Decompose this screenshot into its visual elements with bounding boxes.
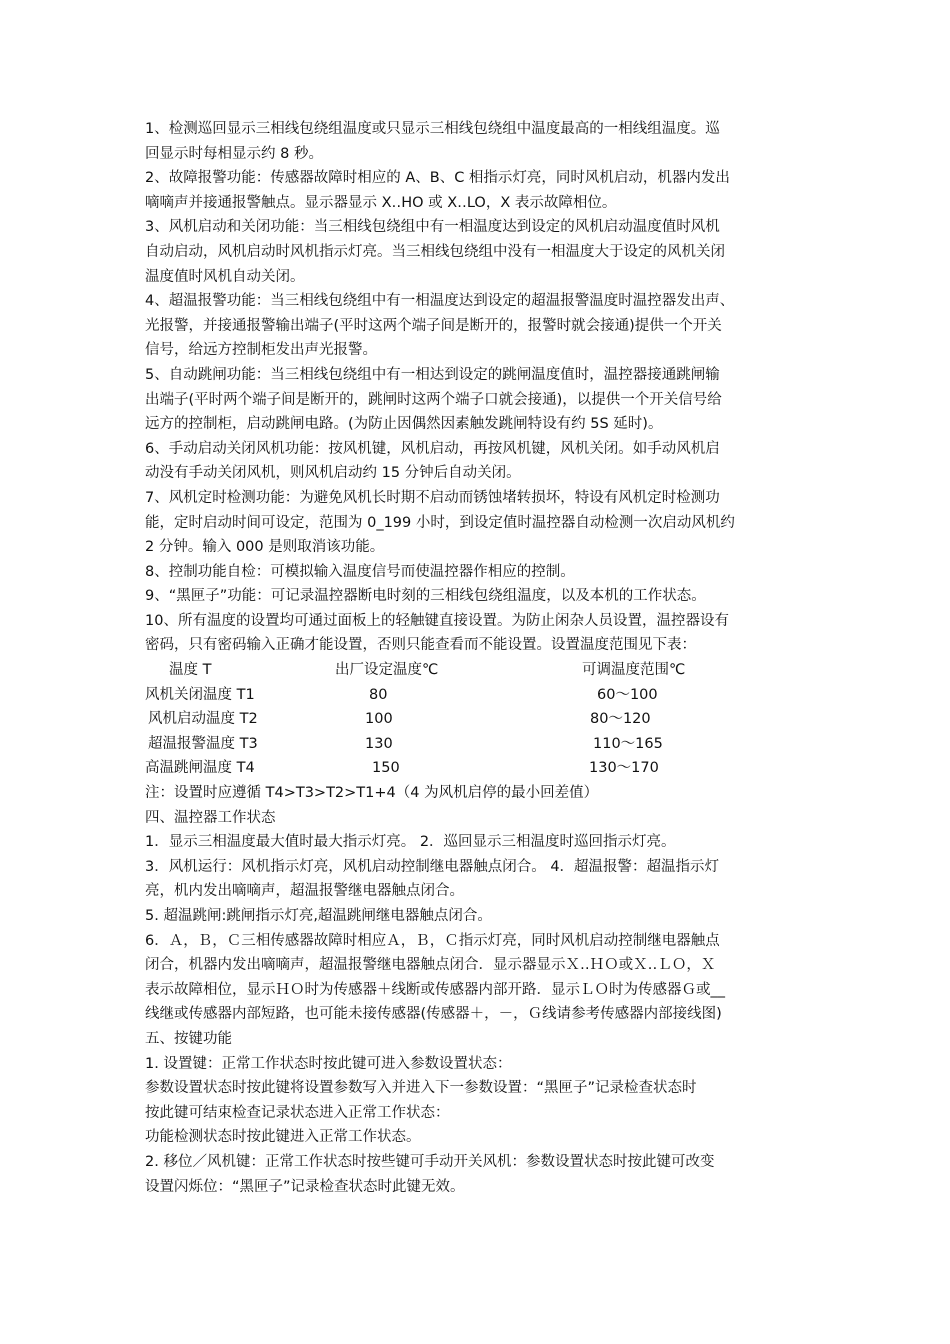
paragraph-3: [145, 215, 810, 289]
text-line: 设置闪烁位：“黑匣子”记录检查状态时此键无效。: [145, 1178, 465, 1195]
table-cell: 80: [369, 686, 388, 703]
text-line: 2. 移位／风机键：正常工作状态时按些键可手动开关风机：参数设置状态时按此键可改变: [145, 1153, 715, 1170]
paragraph-10: [145, 609, 810, 658]
status-item-3: [145, 904, 810, 929]
table-note: [145, 781, 810, 806]
table-row: [145, 683, 810, 708]
text-line: 嘀嘀声并接通报警触点。显示器显示 X‥HO 或 X‥LO，X 表示故障相位。: [145, 194, 617, 211]
text-line: 6．Ａ，Ｂ，Ｃ三相传感器故障时相应Ａ，Ｂ，Ｃ指示灯亮，同时风机启动控制继电器触点: [145, 932, 720, 949]
paragraph-4: [145, 289, 810, 363]
text-line: 8、控制功能自检：可模拟输入温度信号而使温控器作相应的控制。: [145, 563, 575, 580]
text-line: 3．风机运行：风机指示灯亮，风机启动控制继电器触点闭合。 4．超温报警：超温指示灯: [145, 858, 720, 875]
text-line: 回显示时每相显示约 8 秒。: [145, 145, 323, 162]
text-line: 按此键可结束检查记录状态进入正常工作状态：: [145, 1104, 450, 1121]
text-line: 动没有手动关闭风机，则风机启动约 15 分钟后自动关闭。: [145, 465, 521, 482]
text-line: 自动启动，风机启动时风机指示灯亮。当三相线包绕组中没有一相温度大于设定的风机关闭: [145, 243, 725, 260]
table-header-cell: 出厂设定温度℃: [335, 662, 439, 679]
paragraph-1: [145, 117, 810, 166]
text-line: 3、风机启动和关闭功能：当三相线包绕组中有一相温度达到设定的风机启动温度值时风机: [145, 219, 720, 236]
text-line: 9、“黑匣子”功能：可记录温控器断电时刻的三相线包绕组温度，以及本机的工作状态。: [145, 588, 706, 605]
paragraph-9: [145, 584, 810, 609]
table-header-row: [145, 658, 810, 683]
section-heading: 四、温控器工作状态: [145, 809, 276, 826]
table-cell: 60～100: [597, 686, 658, 703]
text-line: 闭合，机器内发出嘀嘀声，超温报警继电器触点闭合．显示器显示Ｘ‥ＨＯ或Ｘ‥ＬＯ，Ｘ: [145, 957, 716, 974]
table-row: [145, 756, 810, 781]
paragraph-8: [145, 560, 810, 585]
table-cell: 100: [365, 711, 393, 728]
table-cell: 超温报警温度 T3: [148, 735, 258, 752]
table-cell: 130: [365, 735, 393, 752]
text-line: 信号，给远方控制柜发出声光报警。: [145, 342, 377, 359]
table-cell: 80～120: [590, 711, 651, 728]
text-line: 4、超温报警功能：当三相线包绕组中有一相温度达到设定的超温报警温度时温控器发出声、: [145, 293, 735, 310]
paragraph-7: [145, 486, 810, 560]
text-line: 温度值时风机自动关闭。: [145, 268, 305, 285]
text-line: 参数设置状态时按此键将设置参数写入并进入下一参数设置：“黑匣子”记录检查状态时: [145, 1080, 697, 1097]
text-line: 1、检测巡回显示三相线包绕组温度或只显示三相线包绕组中温度最高的一相线组温度。巡: [145, 121, 720, 137]
table-cell: 130～170: [589, 760, 659, 777]
paragraph-6: [145, 437, 810, 486]
text-line: 亮，机内发出嘀嘀声，超温报警继电器触点闭合。: [145, 883, 464, 900]
table-cell: 风机启动温度 T2: [148, 711, 258, 728]
text-line: 5、自动跳闸功能：当三相线包绕组中有一相达到设定的跳闸温度值时，温控器接通跳闸输: [145, 366, 720, 383]
table-cell: 高温跳闸温度 T4: [145, 760, 255, 777]
text-line: 表示故障相位，显示ＨＯ时为传感器＋线断或传感器内部开路．显示ＬＯ时为传感器Ｇ或__: [145, 981, 725, 998]
text-line: 密码，只有密码输入正确才能设置，否则只能查看而不能设置。设置温度范围见下表：: [145, 637, 696, 654]
text-line: 1．显示三相温度最大值时最大指示灯亮。 2．巡回显示三相温度时巡回指示灯亮。: [145, 834, 676, 851]
text-line: 远方的控制柜，启动跳闸电路。(为防止因偶然因素触发跳闸特设有约 5S 延时)。: [145, 416, 663, 433]
paragraph-5: [145, 363, 810, 437]
status-item-4: [145, 929, 810, 1027]
text-line: 1. 设置键：正常工作状态时按此键可进入参数设置状态：: [145, 1055, 512, 1072]
key-item-1: [145, 1052, 810, 1150]
temperature-settings-table: [145, 658, 810, 781]
text-line: 能，定时启动时间可设定，范围为 0_199 小时，到设定值时温控器自动检测一次启动风机约: [145, 514, 735, 531]
paragraph-2: [145, 166, 810, 215]
section-heading: 五、按键功能: [145, 1030, 232, 1047]
table-row: [145, 707, 810, 732]
table-cell: 风机关闭温度 T1: [145, 686, 255, 703]
text-line: 2、故障报警功能：传感器故障时相应的 A、B、C 相指示灯亮，同时风机启动，机器内发出: [145, 170, 730, 187]
table-cell: 150: [372, 760, 400, 777]
section-4-title: [145, 806, 810, 831]
text-line: 7、风机定时检测功能：为避免风机长时期不启动而锈蚀堵转损坏，特设有风机定时检测功: [145, 489, 720, 506]
text-line: 线继或传感器内部短路，也可能未接传感器(传感器＋，－，Ｇ线请参考传感器内部接线图): [145, 1006, 722, 1023]
status-item-2: [145, 855, 810, 904]
status-item-1: [145, 830, 810, 855]
text-line: 2 分钟。输入 000 是则取消该功能。: [145, 539, 385, 556]
text-line: 5. 超温跳闸:跳闸指示灯亮,超温跳闸继电器触点闭合。: [145, 908, 492, 924]
text-line: 10、所有温度的设置均可通过面板上的轻触键直接设置。为防止闲杂人员设置，温控器设有: [145, 612, 729, 629]
key-item-2: [145, 1150, 810, 1199]
table-cell: 110～165: [593, 735, 663, 752]
section-5-title: [145, 1027, 810, 1052]
text-line: 注：设置时应遵循 T4>T3>T2>T1+4（4 为风机启停的最小回差值）: [145, 785, 599, 802]
text-line: 出端子(平时两个端子间是断开的，跳闸时这两个端子口就会接通)，以提供一个开关信号给: [145, 391, 722, 408]
text-line: 功能检测状态时按此键进入正常工作状态。: [145, 1129, 421, 1146]
table-header-cell: 可调温度范围℃: [582, 662, 686, 679]
table-row: [145, 732, 810, 757]
text-line: 6、手动启动关闭风机功能：按风机键，风机启动，再按风机键，风机关闭。如手动风机启: [145, 440, 720, 457]
text-line: 光报警，并接通报警输出端子(平时这两个端子间是断开的，报警时就会接通)提供一个开关: [145, 317, 722, 334]
table-header-cell: 温度 T: [169, 662, 212, 679]
